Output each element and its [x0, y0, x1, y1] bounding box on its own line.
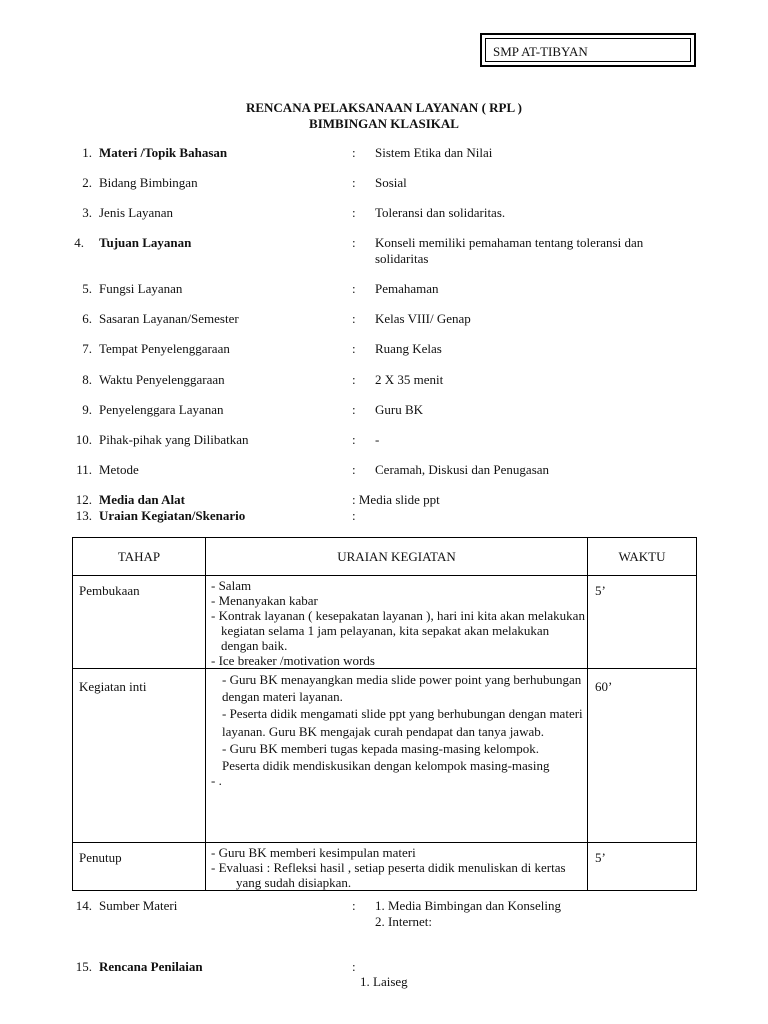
item-colon: :	[352, 402, 356, 417]
activity-item: - Ice breaker /motivation words	[211, 653, 375, 668]
stage-cell: Kegiatan inti	[73, 669, 206, 843]
item-colon: :	[352, 281, 356, 296]
item-value: -	[375, 432, 380, 447]
table-row	[73, 669, 697, 843]
activity-item: - Guru BK menayangkan media slide power point yang berhubungan dengan materi layanan.	[222, 672, 582, 705]
activity-item: - Salam	[211, 578, 252, 593]
item-label: Metode	[99, 462, 139, 477]
source-item: 1. Media Bimbingan dan Konseling	[375, 898, 561, 913]
activity-cell	[206, 576, 588, 669]
activity-item: Peserta didik mendiskusikan dengan kelompok masing-masing	[222, 758, 550, 774]
item-number: 12.	[75, 492, 92, 507]
item-colon: :	[352, 462, 356, 477]
stage-cell: Penutup	[73, 843, 206, 891]
item-number: 7.	[82, 341, 92, 356]
item-number: 2.	[82, 175, 92, 190]
activity-item: - Kontrak layanan ( kesepakatan layanan ), hari ini kita akan melakukan kegiatan selama 1 jam pelayanan, kita sepakat akan melakukan dengan baik.	[211, 608, 585, 653]
item-colon: :	[352, 205, 356, 220]
item-label: Tempat Penyelenggaraan	[99, 341, 230, 356]
item-number: 14.	[75, 898, 92, 913]
table-row	[73, 576, 697, 669]
activity-item: - .	[211, 773, 222, 789]
time-cell: 60’	[588, 669, 697, 843]
item-number: 4.	[74, 235, 84, 250]
time-cell: 5’	[588, 843, 697, 891]
activity-item: - Evaluasi : Refleksi hasil , setiap peserta didik menuliskan di kertas yang sudah disiapkan.	[211, 860, 566, 890]
item-colon: :	[352, 311, 356, 326]
item-label: Penyelenggara Layanan	[99, 402, 224, 417]
item-label: Media dan Alat	[99, 492, 185, 507]
item-number: 11.	[76, 462, 92, 477]
activity-item: - Guru BK memberi kesimpulan materi	[211, 845, 416, 860]
item-value	[375, 898, 695, 930]
school-name: SMP AT-TIBYAN	[485, 38, 691, 62]
item-value: Pemahaman	[375, 281, 439, 296]
item-label: Fungsi Layanan	[99, 281, 183, 296]
item-label: Sasaran Layanan/Semester	[99, 311, 239, 326]
item-label: Materi /Topik Bahasan	[99, 145, 228, 160]
item-value: Ruang Kelas	[375, 341, 442, 356]
item-label: Waktu Penyelenggaraan	[99, 372, 225, 387]
item-number: 1.	[82, 145, 92, 160]
activity-cell	[206, 669, 588, 843]
item-colon: :	[352, 898, 356, 913]
activity-item: - Menanyakan kabar	[211, 593, 318, 608]
item-number: 3.	[82, 205, 92, 220]
table-header-row	[73, 538, 697, 576]
header-tahap: TAHAP	[73, 538, 206, 576]
document-subtitle: BIMBINGAN KLASIKAL	[309, 116, 459, 131]
item-value: Guru BK	[375, 402, 424, 417]
item-value: 2 X 35 menit	[375, 372, 444, 387]
header-waktu: WAKTU	[588, 538, 697, 576]
item-value: Kelas VIII/ Genap	[375, 311, 471, 326]
item-number: 10.	[75, 432, 92, 447]
time-cell: 5’	[588, 576, 697, 669]
activity-item: - Peserta didik mengamati slide ppt yang berhubungan dengan materi layanan. Guru BK mengajak curah pendapat dan tanya jawab.	[222, 706, 583, 739]
document-title: RENCANA PELAKSANAAN LAYANAN ( RPL )	[245, 100, 523, 115]
school-name-box	[480, 33, 696, 67]
item-value: Ceramah, Diskusi dan Penugasan	[375, 462, 550, 477]
item-colon: :	[352, 508, 356, 523]
item-colon: :	[352, 175, 356, 190]
item-colon: :	[352, 235, 356, 250]
item-number: 9.	[82, 402, 92, 417]
item-number: 5.	[82, 281, 92, 296]
assessment-item: 1. Laiseg	[360, 974, 408, 989]
item-value: Sistem Etika dan Nilai	[375, 145, 493, 160]
item-value: Sosial	[375, 175, 407, 190]
item-label: Bidang Bimbingan	[99, 175, 198, 190]
activity-table	[72, 537, 697, 891]
activity-item: - Guru BK memberi tugas kepada masing-masing kelompok.	[222, 740, 539, 756]
item-label: Sumber Materi	[99, 898, 178, 913]
item-value: Konseli memiliki pemahaman tentang toleransi dan solidaritas	[375, 235, 644, 266]
item-number: 6.	[82, 311, 92, 326]
item-colon: :	[352, 432, 356, 447]
item-colon: :	[352, 372, 356, 387]
item-label: Pihak-pihak yang Dilibatkan	[99, 432, 249, 447]
table-row	[73, 843, 697, 891]
item-number: 13.	[75, 508, 92, 523]
item-colon: :	[352, 341, 356, 356]
item-label: Uraian Kegiatan/Skenario	[99, 508, 246, 523]
item-label: Rencana Penilaian	[99, 959, 203, 974]
item-value: Toleransi dan solidaritas.	[375, 205, 506, 220]
item-number: 15.	[75, 959, 92, 974]
item-colon: : Media slide ppt	[352, 492, 440, 507]
item-number: 8.	[82, 372, 92, 387]
item-label: Tujuan Layanan	[99, 235, 192, 250]
stage-cell: Pembukaan	[73, 576, 206, 669]
activity-cell	[206, 843, 588, 891]
item-colon: :	[352, 145, 356, 160]
item-colon: :	[352, 959, 356, 974]
item-label: Jenis Layanan	[99, 205, 174, 220]
source-item: 2. Internet:	[375, 914, 433, 929]
header-uraian: URAIAN KEGIATAN	[206, 538, 588, 576]
